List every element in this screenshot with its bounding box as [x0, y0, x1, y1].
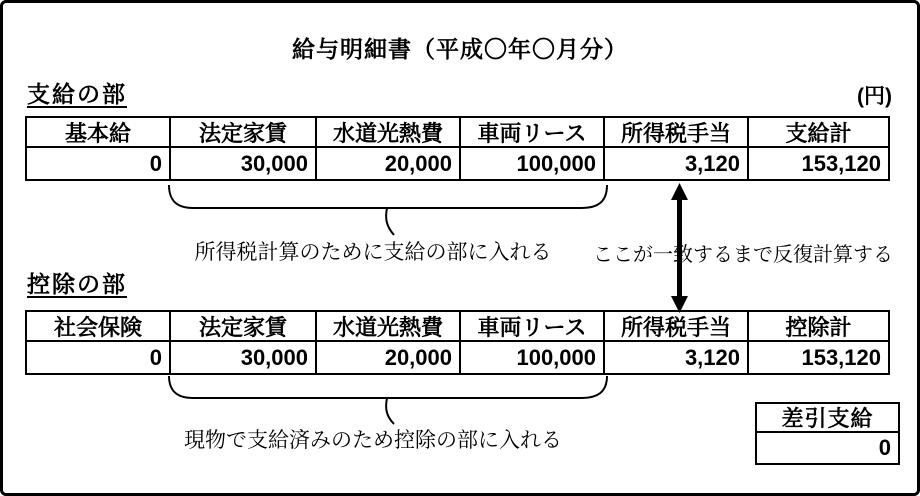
deduction-header-total: 控除計 — [747, 312, 888, 342]
payment-table — [25, 116, 890, 181]
payment-value-income-tax-allowance: 3,120 — [603, 148, 747, 179]
net-pay-value: 0 — [878, 435, 891, 460]
payment-header-statutory-rent: 法定家賃 — [169, 118, 315, 148]
deduction-header-vehicle-lease: 車両リース — [459, 312, 603, 342]
currency-unit-label: (円) — [857, 85, 892, 108]
deduction-value-utilities: 20,000 — [315, 342, 459, 373]
page-title: 給与明細書（平成〇年〇月分） — [292, 36, 628, 62]
deduction-annotation: 現物で支給済みのため控除の部に入れる — [184, 429, 562, 452]
payment-section-label: 支給の部 — [27, 81, 127, 107]
deduction-header-social-insurance: 社会保険 — [27, 312, 169, 342]
payment-value-statutory-rent: 30,000 — [169, 148, 315, 179]
net-pay-box — [755, 402, 900, 465]
deduction-table — [25, 310, 890, 375]
net-pay-label: 差引支給 — [757, 404, 898, 433]
payment-annotation: 所得税計算のために支給の部に入れる — [194, 241, 552, 264]
deduction-underbrace-icon — [153, 374, 623, 430]
deduction-value-statutory-rent: 30,000 — [169, 342, 315, 373]
deduction-value-social-insurance: 0 — [149, 344, 162, 370]
payment-header-utilities: 水道光熱費 — [315, 118, 459, 148]
iteration-note: ここが一致するまで反復計算する — [593, 244, 893, 266]
payment-value-total: 153,120 — [747, 148, 888, 179]
payment-header-base-salary: 基本給 — [27, 118, 169, 148]
payment-header-vehicle-lease: 車両リース — [459, 118, 603, 148]
deduction-header-utilities: 水道光熱費 — [315, 312, 459, 342]
payment-value-vehicle-lease: 100,000 — [459, 148, 603, 179]
payment-value-utilities: 20,000 — [315, 148, 459, 179]
deduction-header-statutory-rent: 法定家賃 — [169, 312, 315, 342]
payment-header-income-tax-allowance: 所得税手当 — [603, 118, 747, 148]
payment-underbrace-icon — [153, 181, 623, 241]
deduction-section-label: 控除の部 — [27, 271, 127, 297]
payment-value-base-salary: 0 — [149, 150, 162, 176]
payment-header-total: 支給計 — [747, 118, 888, 148]
deduction-value-vehicle-lease: 100,000 — [459, 342, 603, 373]
deduction-value-total: 153,120 — [747, 342, 888, 373]
deduction-value-income-tax-allowance: 3,120 — [603, 342, 747, 373]
deduction-header-income-tax-allowance: 所得税手当 — [603, 312, 747, 342]
